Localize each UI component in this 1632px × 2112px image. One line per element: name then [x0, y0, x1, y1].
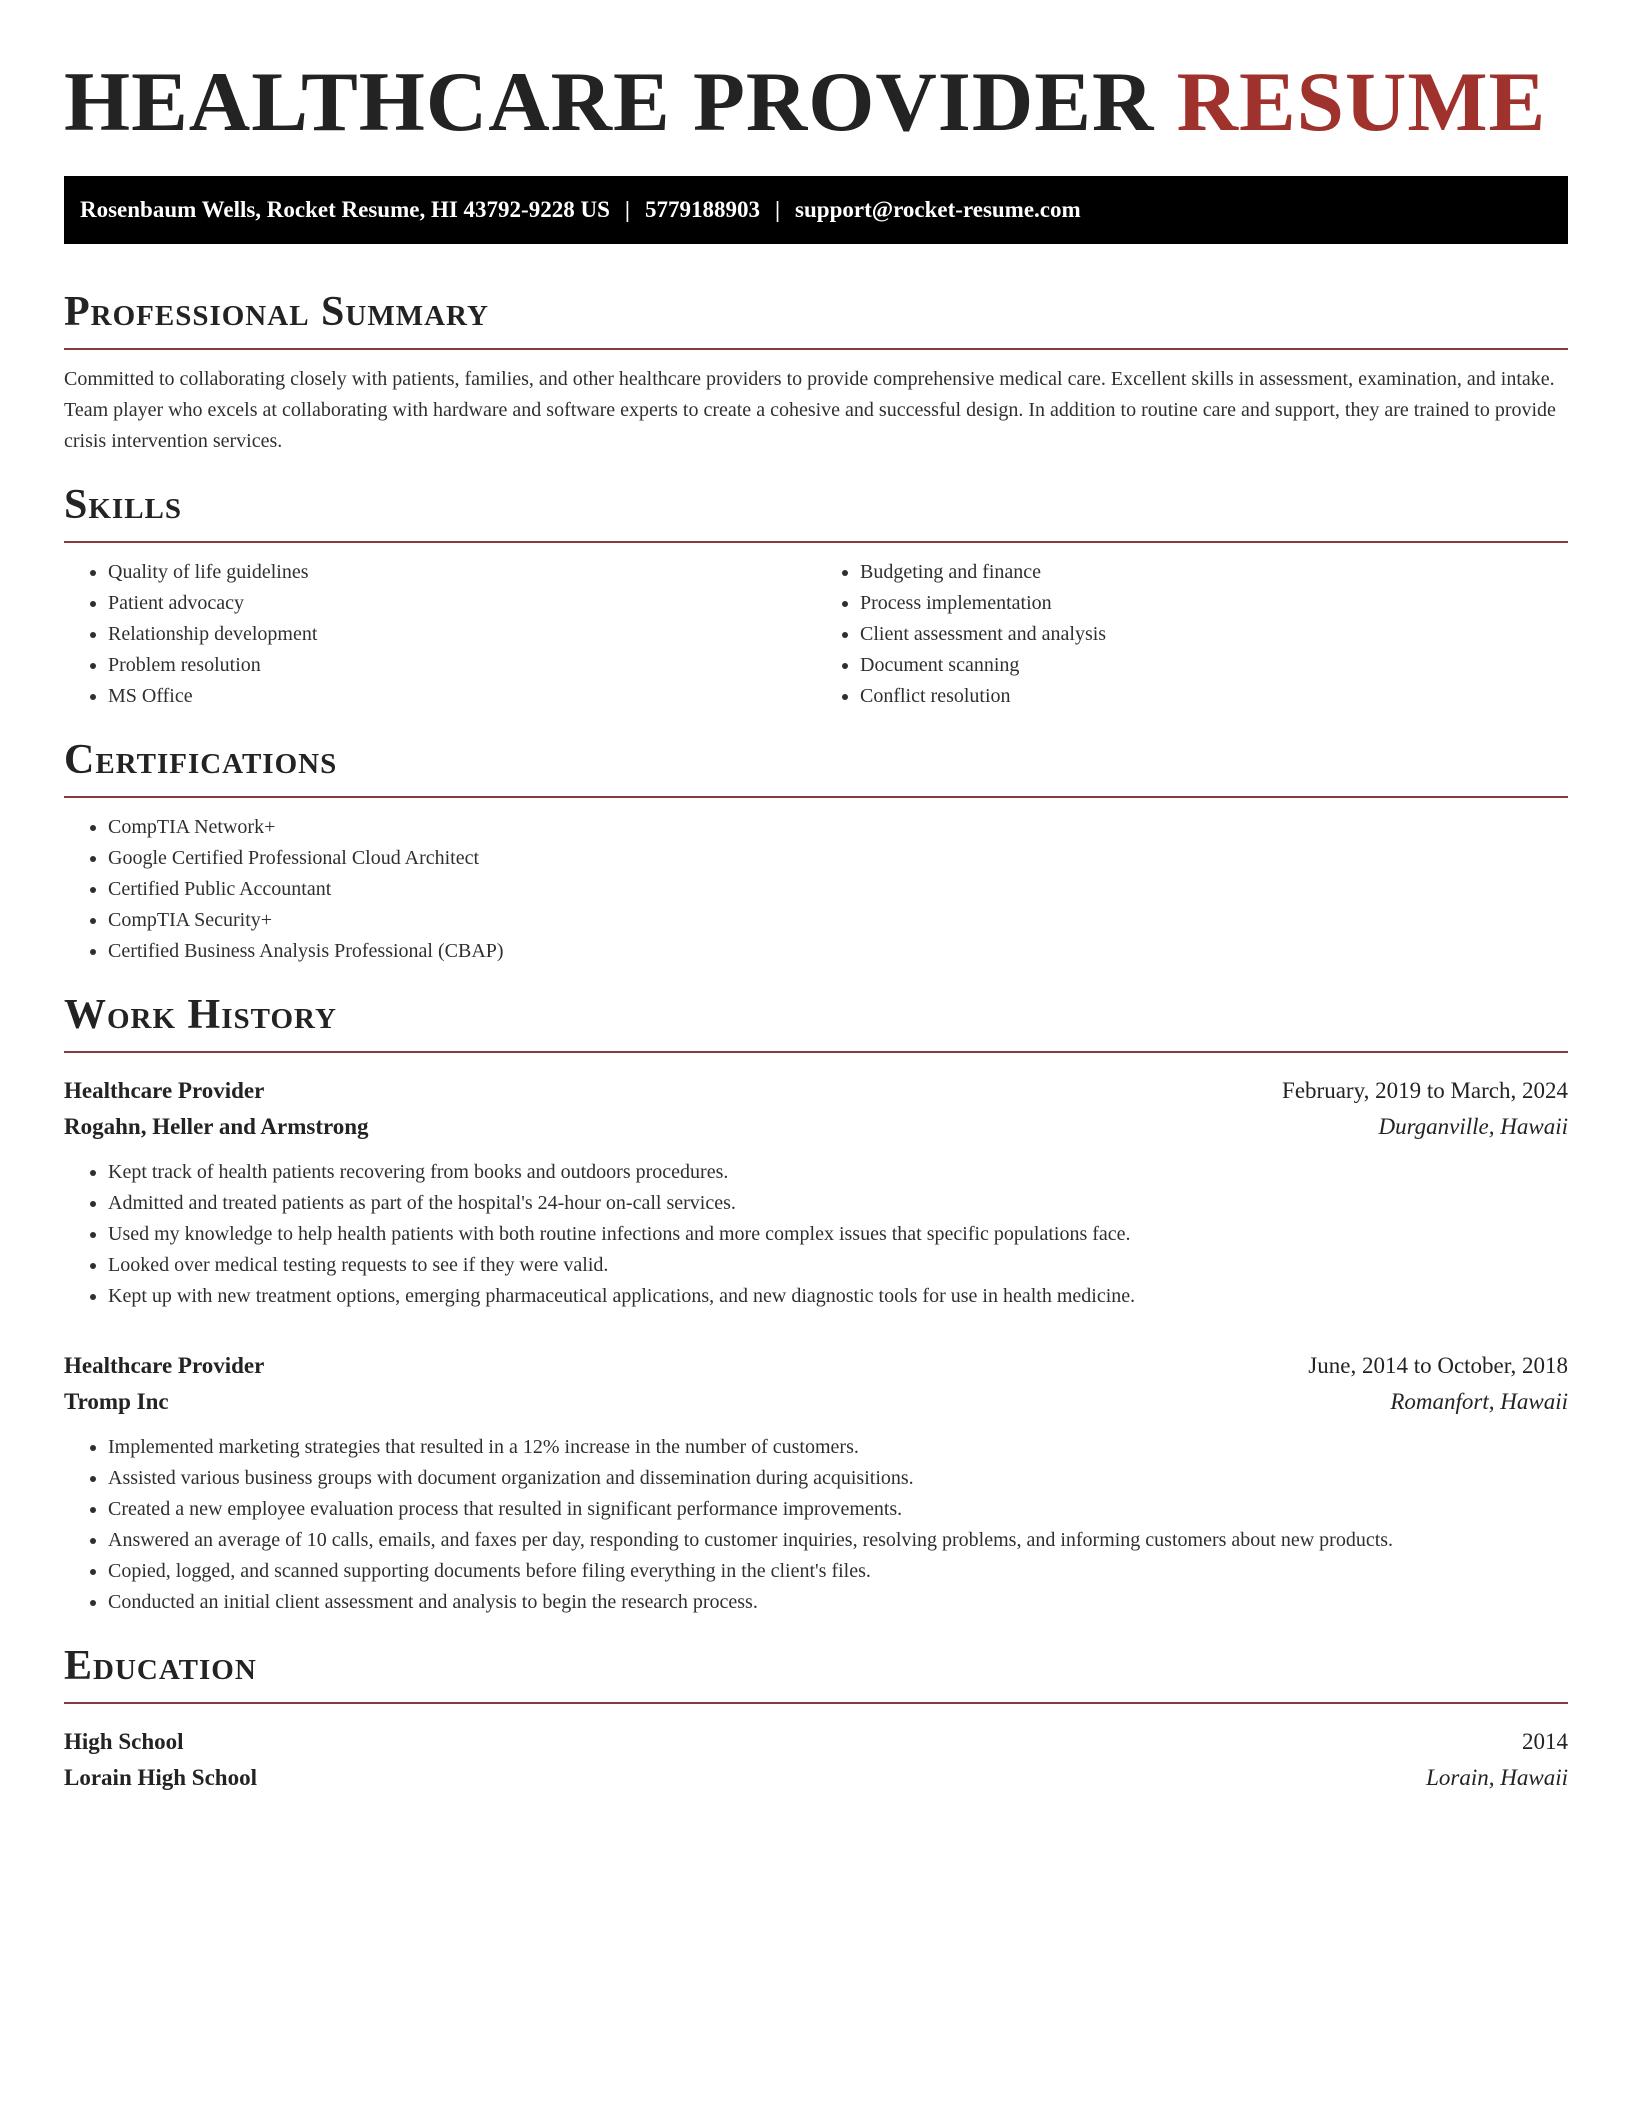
section-education	[64, 1640, 1568, 1796]
skills-columns	[64, 543, 1568, 712]
job-dates: February, 2019 to March, 2024	[1282, 1078, 1568, 1103]
job-company-row	[64, 1384, 1568, 1420]
section-heading: Professional Summary	[64, 289, 489, 335]
skill-item: • Process implementation	[860, 588, 1568, 619]
contact-bar	[64, 176, 1568, 244]
job-duty-item: • Created a new employee evaluation process that resulted in significant performance improvements.	[108, 1494, 1568, 1525]
certifications-list	[64, 812, 1568, 967]
job-header-row	[64, 1073, 1568, 1109]
job-duties-list	[64, 1432, 1568, 1618]
job-company-row	[64, 1109, 1568, 1145]
job-title: Healthcare Provider	[64, 1353, 265, 1378]
job-duty-item: • Admitted and treated patients as part of the hospital's 24-hour on-call services.	[108, 1188, 1568, 1219]
job-company: Tromp Inc	[64, 1389, 169, 1414]
section-certifications	[64, 734, 1568, 967]
skill-item: • Document scanning	[860, 650, 1568, 681]
certification-item: • CompTIA Security+	[108, 905, 1568, 936]
skills-list-right	[816, 557, 1568, 712]
section-divider	[64, 796, 1568, 798]
education-year: 2014	[1522, 1729, 1568, 1754]
section-divider	[64, 348, 1568, 350]
title-main: HEALTHCARE PROVIDER	[64, 55, 1155, 149]
contact-separator: |	[774, 197, 781, 222]
title-accent: RESUME	[1176, 55, 1547, 149]
skill-item: • Client assessment and analysis	[860, 619, 1568, 650]
contact-phone: 5779188903	[644, 197, 760, 222]
section-heading: Education	[64, 1643, 257, 1689]
job-duty-item: • Conducted an initial client assessment and analysis to begin the research process.	[108, 1587, 1568, 1618]
section-divider	[64, 1051, 1568, 1053]
certification-item: • Google Certified Professional Cloud Architect	[108, 843, 1568, 874]
job-duty-item: • Kept up with new treatment options, emerging pharmaceutical applications, and new diagnostic tools for use in health medicine.	[108, 1281, 1568, 1312]
skill-item: • Quality of life guidelines	[108, 557, 816, 588]
contact-separator: |	[624, 197, 630, 222]
job-duty-item: • Used my knowledge to help health patients with both routine infections and more complex issues that specific populations face.	[108, 1219, 1568, 1250]
contact-email: support@rocket-resume.com	[795, 197, 1081, 222]
section-professional-summary	[64, 286, 1568, 457]
skill-item: • Patient advocacy	[108, 588, 816, 619]
job-duty-item: • Answered an average of 10 calls, emails, and faxes per day, responding to customer inquiries, resolving problems, and informing customers about new products.	[108, 1525, 1568, 1556]
section-heading: Certifications	[64, 737, 338, 783]
education-school-row	[64, 1760, 1568, 1796]
job-company: Rogahn, Heller and Armstrong	[64, 1114, 369, 1139]
job-entry	[64, 1348, 1568, 1618]
job-duty-item: • Assisted various business groups with document organization and dissemination during acquisitions.	[108, 1463, 1568, 1494]
job-entry	[64, 1073, 1568, 1312]
skills-list-left	[64, 557, 816, 712]
job-location: Romanfort, Hawaii	[1390, 1389, 1568, 1414]
job-title: Healthcare Provider	[64, 1078, 265, 1103]
education-degree: High School	[64, 1729, 184, 1754]
education-header-row	[64, 1724, 1568, 1760]
education-entry	[64, 1724, 1568, 1796]
skill-item: • Conflict resolution	[860, 681, 1568, 712]
skill-item: • Relationship development	[108, 619, 816, 650]
section-skills	[64, 479, 1568, 712]
skill-item: • Budgeting and finance	[860, 557, 1568, 588]
skill-item: • MS Office	[108, 681, 816, 712]
job-dates: June, 2014 to October, 2018	[1308, 1353, 1568, 1378]
certification-item: • CompTIA Network+	[108, 812, 1568, 843]
job-header-row	[64, 1348, 1568, 1384]
contact-address: Rosenbaum Wells, Rocket Resume, HI 43792-9228 US	[80, 197, 610, 222]
education-location: Lorain, Hawaii	[1426, 1765, 1568, 1790]
section-work-history	[64, 989, 1568, 1618]
section-heading: Skills	[64, 482, 183, 528]
certification-item: • Certified Business Analysis Professional (CBAP)	[108, 936, 1568, 967]
job-duties-list	[64, 1157, 1568, 1312]
summary-text: Committed to collaborating closely with patients, families, and other healthcare providers to provide comprehensive medical care. Excellent skills in assessment, examination, and intake. Team player who excels at collaborating with hardware and software experts to create a cohesive and successful design. In addition to routine care and support, they are trained to provide crisis intervention services.	[64, 368, 1556, 452]
section-heading: Work History	[64, 992, 337, 1038]
skill-item: • Problem resolution	[108, 650, 816, 681]
section-divider	[64, 1702, 1568, 1704]
job-duty-item: • Looked over medical testing requests to see if they were valid.	[108, 1250, 1568, 1281]
education-school: Lorain High School	[64, 1765, 257, 1790]
resume-title	[64, 0, 1568, 176]
job-duty-item: • Copied, logged, and scanned supporting documents before filing everything in the client's files.	[108, 1556, 1568, 1587]
job-location: Durganville, Hawaii	[1378, 1114, 1568, 1139]
certification-item: • Certified Public Accountant	[108, 874, 1568, 905]
job-duty-item: • Implemented marketing strategies that resulted in a 12% increase in the number of customers.	[108, 1432, 1568, 1463]
job-duty-item: • Kept track of health patients recovering from books and outdoors procedures.	[108, 1157, 1568, 1188]
